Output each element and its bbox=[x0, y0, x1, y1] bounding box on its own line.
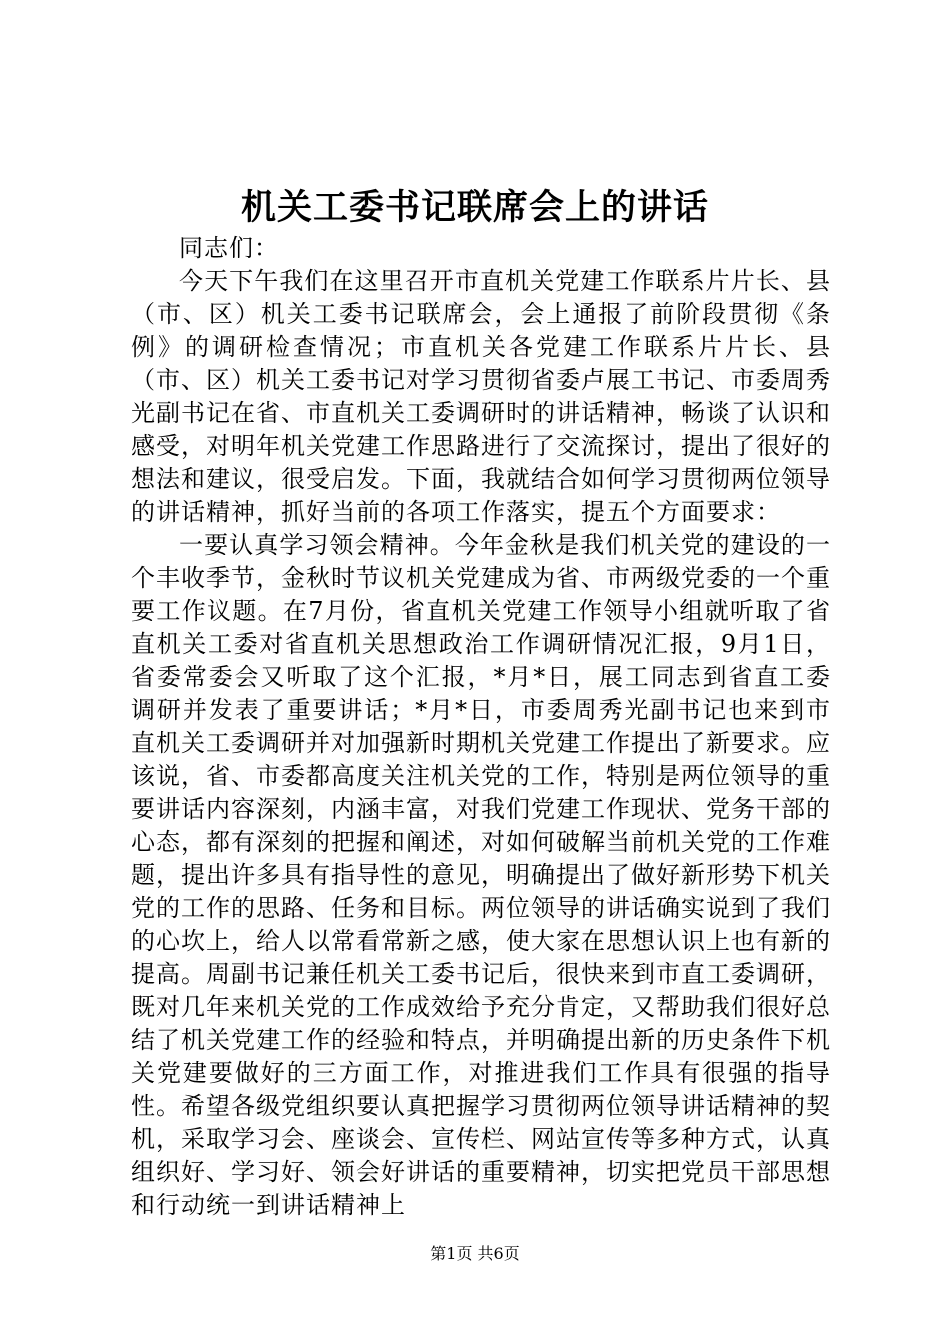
document-title: 机关工委书记联席会上的讲话 bbox=[240, 187, 709, 228]
document-body bbox=[131, 232, 831, 1222]
salutation: 同志们： bbox=[179, 234, 279, 262]
page-number-footer: 第1页 共6页 bbox=[430, 1244, 520, 1263]
paragraph-1: 今天下午我们在这里召开市直机关党建工作联系片片长、县（市、区）机关工委书记联席会，会上通报了前阶段贯彻《条例》的调研检查情况；市直机关各党建工作联系片片长、县（市、区）机关工委书记对学习贯彻省委卢展工书记、市委周秀光副书记在省、市直机关工委调研时的讲话精神，畅谈了认识和感受，对明年机关党建工作思路进行了交流探讨，提出了很好的想法和建议，很受启发。下面，我就结合如何学习贯彻两位领导的讲话精神，抓好当前的各项工作落实，提五个方面要求： bbox=[131, 267, 831, 526]
paragraph-2: 一要认真学习领会精神。今年金秋是我们机关党的建设的一个丰收季节，金秋时节议机关党建成为省、市两级党委的一个重要工作议题。在7月份，省直机关党建工作领导小组就听取了省直机关工委对省直机关思想政治工作调研情况汇报，9月1日，省委常委会又听取了这个汇报，*月*日，展工同志到省直工委调研并发表了重要讲话；*月*日，市委周秀光副书记也来到市直机关工委调研并对加强新时期机关党建工作提出了新要求。应该说，省、市委都高度关注机关党的工作，特别是两位领导的重要讲话内容深刻，内涵丰富，对我们党建工作现状、党务干部的心态，都有深刻的把握和阐述，对如何破解当前机关党的工作难题，提出许多具有指导性的意见，明确提出了做好新形势下机关党的工作的思路、任务和目标。两位领导的讲话确实说到了我们的心坎上，给人以常看常新之感，使大家在思想认识上也有新的提高。周副书记兼任机关工委书记后，很快来到市直工委调研，既对几年来机关党的工作成效给予充分肯定，又帮助我们很好总结了机关党建工作的经验和特点，并明确提出新的历史条件下机关党建要做好的三方面工作，对推进我们工作具有很强的指导性。希望各级党组织要认真把握学习贯彻两位领导讲话精神的契机，采取学习会、座谈会、宣传栏、网站宣传等多种方式，认真组织好、学习好、领会好讲话的重要精神，切实把党员干部思想和行动统一到讲话精神上 bbox=[131, 531, 831, 1219]
